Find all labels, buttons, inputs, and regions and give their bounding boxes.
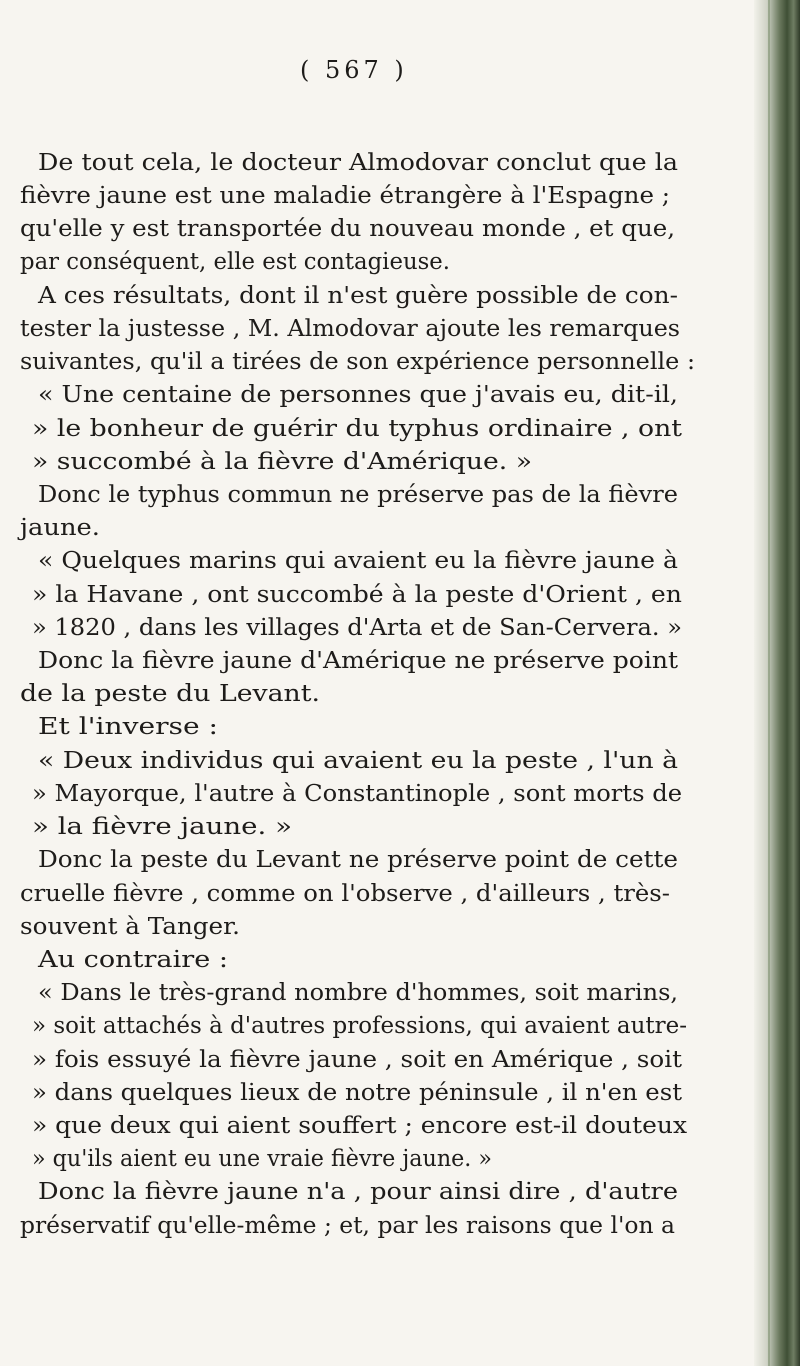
text-line: » 1820 , dans les villages d'Arta et de San-Cervera. » bbox=[32, 615, 682, 641]
text-line: tester la justesse , M. Almodovar ajoute les remarques bbox=[20, 316, 681, 342]
text-line: » la Havane , ont succombé à la peste d'Orient , en bbox=[32, 582, 682, 608]
text-line: » qu'ils aient eu une vraie fièvre jaune. » bbox=[32, 1146, 493, 1172]
text-line: Et l'inverse : bbox=[38, 714, 219, 740]
text-line: De tout cela, le docteur Almodovar conclut que la bbox=[38, 150, 678, 176]
text-line: Donc la fièvre jaune d'Amérique ne préserve point bbox=[38, 648, 679, 674]
text-line: » Mayorque, l'autre à Constantinople , sont morts de bbox=[32, 781, 683, 807]
text-line: Donc la peste du Levant ne préserve point de cette bbox=[38, 847, 679, 873]
text-line: suivantes, qu'il a tirées de son expérience personnelle : bbox=[20, 349, 696, 375]
text-line: souvent à Tanger. bbox=[20, 914, 240, 940]
text-line: « Dans le très-grand nombre d'hommes, soit marins, bbox=[38, 980, 679, 1006]
page-binding-edge bbox=[754, 0, 800, 1366]
text-line: » la fièvre jaune. » bbox=[32, 814, 292, 840]
text-line: » soit attachés à d'autres professions, qui avaient autre- bbox=[32, 1013, 688, 1039]
text-line: » que deux qui aient souffert ; encore est-il douteux bbox=[32, 1113, 688, 1139]
text-line: « Deux individus qui avaient eu la peste , l'un à bbox=[38, 748, 679, 774]
text-line: préservatif qu'elle-même ; et, par les raisons que l'on a bbox=[20, 1213, 675, 1239]
text-line: « Quelques marins qui avaient eu la fièvre jaune à bbox=[38, 548, 678, 574]
binding-fold-line bbox=[768, 0, 770, 1366]
text-line: jaune. bbox=[20, 515, 101, 541]
text-line: par conséquent, elle est contagieuse. bbox=[20, 249, 450, 275]
text-line: » succombé à la fièvre d'Amérique. » bbox=[32, 449, 533, 475]
text-line: » le bonheur de guérir du typhus ordinaire , ont bbox=[32, 416, 683, 442]
text-line: Au contraire : bbox=[38, 947, 229, 973]
text-line: fièvre jaune est une maladie étrangère à l'Espagne ; bbox=[20, 183, 671, 209]
text-line: » fois essuyé la fièvre jaune , soit en Amérique , soit bbox=[32, 1047, 683, 1073]
page-number: ( 567 ) bbox=[300, 56, 408, 84]
text-line: « Une centaine de personnes que j'avais eu, dit-il, bbox=[38, 382, 678, 408]
text-line: de la peste du Levant. bbox=[20, 681, 321, 707]
text-line: A ces résultats, dont il n'est guère possible de con- bbox=[38, 283, 679, 309]
text-line: » dans quelques lieux de notre péninsule , il n'en est bbox=[32, 1080, 682, 1106]
text-line: Donc la fièvre jaune n'a , pour ainsi dire , d'autre bbox=[38, 1179, 679, 1205]
text-line: Donc le typhus commun ne préserve pas de la fièvre bbox=[38, 482, 678, 508]
text-line: cruelle fièvre , comme on l'observe , d'ailleurs , très- bbox=[20, 881, 671, 907]
text-line: qu'elle y est transportée du nouveau monde , et que, bbox=[20, 216, 675, 242]
